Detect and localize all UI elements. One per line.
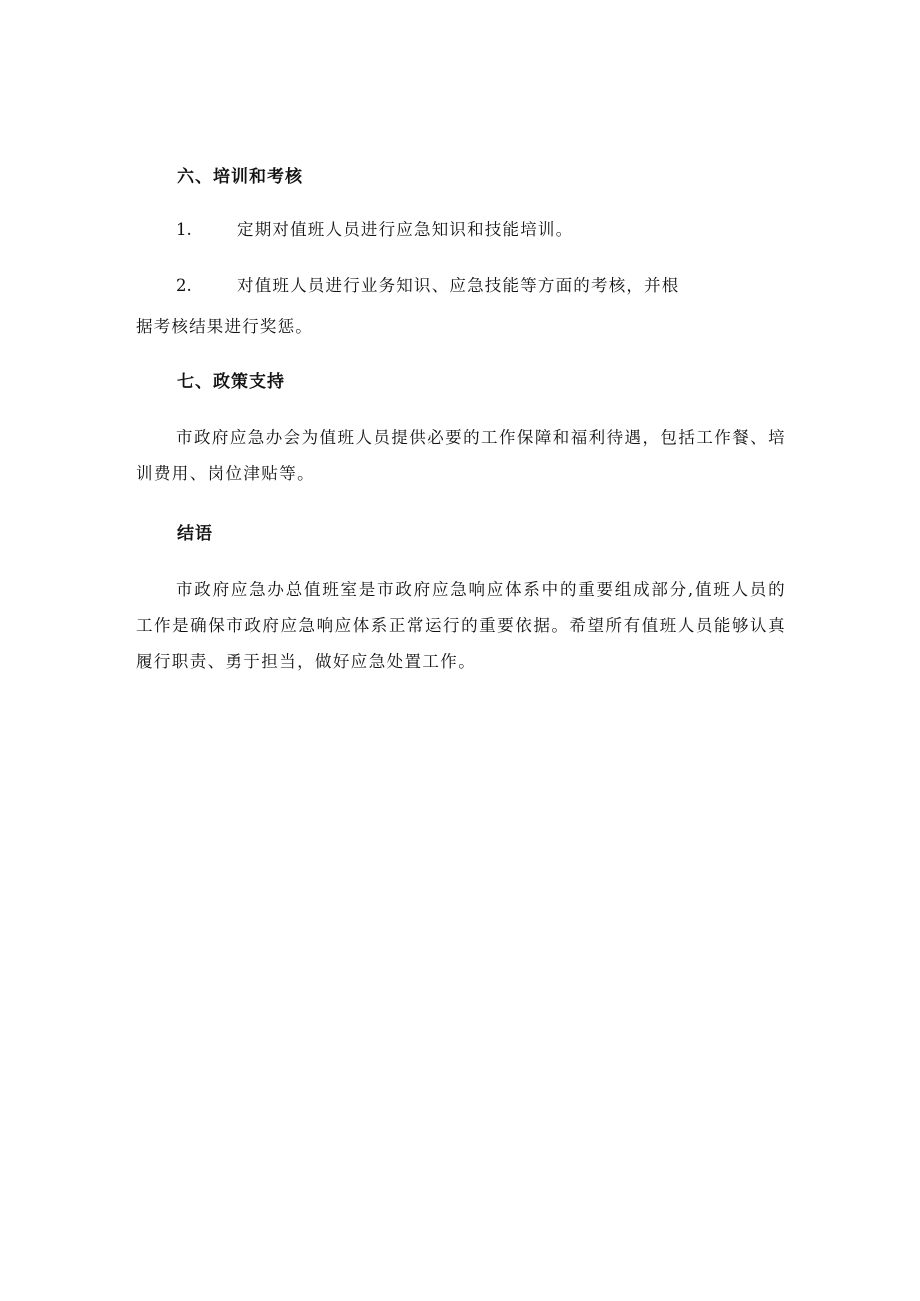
list-item-number: 2. xyxy=(176,276,192,295)
list-item-text: 定期对值班人员进行应急知识和技能培训。 xyxy=(237,220,574,239)
section-7-paragraph: 市政府应急办会为值班人员提供必要的工作保障和福利待遇，包括工作餐、培训费用、岗位津贴等。 xyxy=(136,428,786,483)
section-7-heading: 七、政策支持 xyxy=(177,372,285,392)
section-6-heading: 六、培训和考核 xyxy=(177,167,303,187)
conclusion-heading: 结语 xyxy=(177,524,213,544)
list-item-text-continued: 据考核结果进行奖惩。 xyxy=(136,317,313,336)
list-item-number: 1. xyxy=(176,220,192,239)
conclusion-paragraph: 市政府应急办总值班室是市政府应急响应体系中的重要组成部分,值班人员的工作是确保市政府应急响应体系正常运行的重要依据。希望所有值班人员能够认真履行职责、勇于担当，做好应急处置工作。 xyxy=(136,580,786,671)
list-item-text: 对值班人员进行业务知识、应急技能等方面的考核，并根 xyxy=(237,276,680,295)
